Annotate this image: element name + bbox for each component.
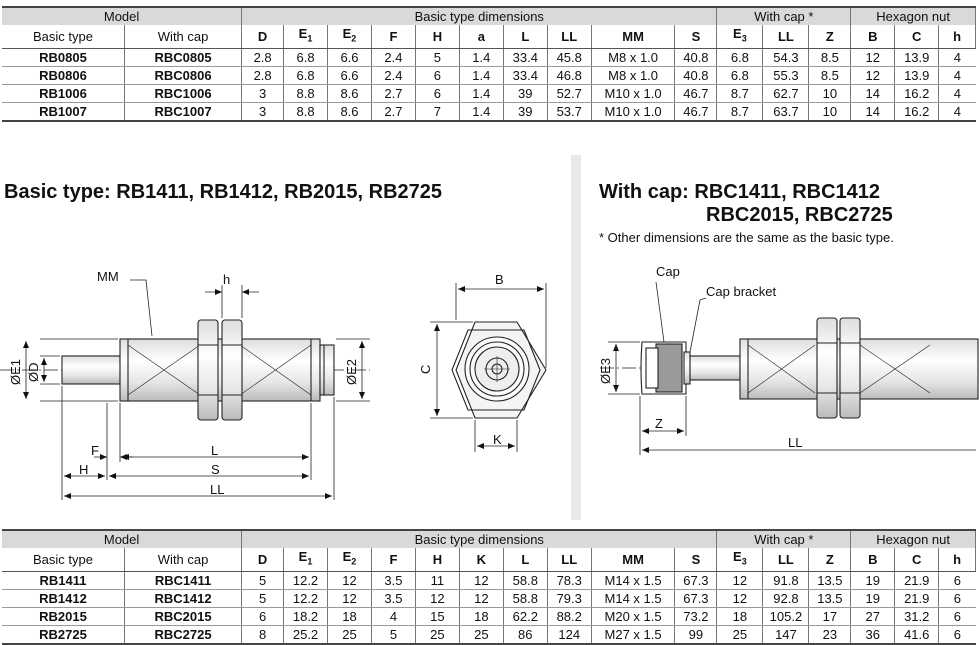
model-cell: RB0805 (2, 48, 124, 66)
column-header-subscript: 3 (741, 556, 747, 567)
column-header-label: E (298, 26, 308, 41)
value-cell: 92.8 (763, 589, 809, 607)
value-cell: 6 (939, 571, 976, 589)
label-e3: ØE3 (598, 357, 613, 384)
value-cell: 88.2 (547, 607, 591, 625)
label-e2: ØE2 (344, 358, 359, 385)
label-cap: Cap (656, 264, 680, 279)
column-header-label: LL (561, 551, 578, 567)
value-cell: 6.8 (284, 48, 328, 66)
value-cell: 8 (242, 625, 284, 644)
label-z: Z (655, 416, 663, 431)
value-cell: 13.9 (895, 48, 939, 66)
value-cell: 58.8 (503, 571, 547, 589)
value-cell: 12 (459, 571, 503, 589)
column-header-label: a (477, 28, 485, 44)
label-k: K (493, 432, 502, 447)
value-cell: 53.7 (547, 102, 591, 121)
column-header-label: h (953, 28, 962, 44)
value-cell: 1.4 (459, 102, 503, 121)
value-cell: 12 (717, 589, 763, 607)
value-cell: 40.8 (675, 48, 717, 66)
value-cell: 2.8 (242, 48, 284, 66)
group-header-hex-nut: Hexagon nut (851, 530, 976, 548)
value-cell: 25 (459, 625, 503, 644)
value-cell: 6 (939, 607, 976, 625)
column-header-label: Z (825, 28, 834, 44)
model-cell: RB1007 (2, 102, 124, 121)
value-cell: 18 (717, 607, 763, 625)
model-cell: RBC0805 (124, 48, 241, 66)
value-cell: 63.7 (763, 102, 809, 121)
label-cap-bracket: Cap bracket (706, 284, 777, 299)
model-cell: RBC1412 (124, 589, 241, 607)
value-cell: 46.8 (547, 66, 591, 84)
value-cell: 18 (328, 607, 372, 625)
value-cell: 12 (459, 589, 503, 607)
value-cell: 8.8 (284, 84, 328, 102)
column-header-label: C (912, 551, 922, 567)
model-cell: RB2015 (2, 607, 124, 625)
value-cell: 25 (415, 625, 459, 644)
value-cell: 18 (459, 607, 503, 625)
label-cap-ll: LL (788, 435, 803, 450)
model-cell: RB1006 (2, 84, 124, 102)
model-cell: RBC0806 (124, 66, 241, 84)
value-cell: 39 (503, 102, 547, 121)
column-header-subscript: 2 (351, 33, 357, 44)
value-cell: 5 (415, 48, 459, 66)
value-cell: 12.2 (284, 571, 328, 589)
column-header-label: E (298, 549, 308, 564)
value-cell: 6.8 (717, 48, 763, 66)
value-cell: 99 (675, 625, 717, 644)
value-cell: M10 x 1.0 (591, 102, 675, 121)
value-cell: 45.8 (547, 48, 591, 66)
value-cell: 2.4 (371, 66, 415, 84)
column-header-label: L (521, 28, 530, 44)
group-header-model: Model (2, 530, 242, 548)
value-cell: 2.7 (371, 84, 415, 102)
value-cell: 62.2 (503, 607, 547, 625)
column-header-label: B (868, 551, 878, 567)
value-cell: 13.5 (809, 589, 851, 607)
model-cell: RB2725 (2, 625, 124, 644)
column-header-label: Z (825, 551, 834, 567)
model-cell: RBC1007 (124, 102, 241, 121)
value-cell: 7 (415, 102, 459, 121)
column-header-label: E (342, 26, 352, 41)
value-cell: 1.4 (459, 84, 503, 102)
label-e1: ØE1 (8, 358, 23, 385)
column-header-label: S (691, 551, 701, 567)
column-header-label: h (953, 551, 962, 567)
column-header-label: LL (777, 28, 794, 44)
value-cell: 147 (763, 625, 809, 644)
value-cell: 25 (717, 625, 763, 644)
cap-note: * Other dimensions are the same as the basic type. (599, 230, 894, 245)
value-cell: 8.5 (809, 48, 851, 66)
value-cell: 18.2 (284, 607, 328, 625)
value-cell: 6.6 (328, 48, 372, 66)
value-cell: 10 (809, 84, 851, 102)
model-cell: RBC2015 (124, 607, 241, 625)
value-cell: M20 x 1.5 (591, 607, 675, 625)
value-cell: 2.7 (371, 102, 415, 121)
value-cell: 17 (809, 607, 851, 625)
value-cell: 46.7 (675, 102, 717, 121)
value-cell: 33.4 (503, 66, 547, 84)
group-header-with-cap: With cap * (717, 7, 851, 25)
value-cell: M27 x 1.5 (591, 625, 675, 644)
column-header-subscript: 1 (307, 556, 313, 567)
value-cell: 3 (242, 84, 284, 102)
value-cell: 8.8 (284, 102, 328, 121)
value-cell: 15 (415, 607, 459, 625)
value-cell: 6 (415, 66, 459, 84)
column-header-label: L (521, 551, 530, 567)
column-header-subscript: 3 (741, 33, 747, 44)
value-cell: 52.7 (547, 84, 591, 102)
column-header-label: E (342, 549, 352, 564)
cap-type-title-line2: RBC2015, RBC2725 (706, 204, 893, 226)
value-cell: M8 x 1.0 (591, 48, 675, 66)
model-header: With cap (124, 548, 241, 571)
model-header: With cap (124, 25, 241, 48)
value-cell: 19 (851, 571, 895, 589)
label-h-dim: H (79, 462, 89, 477)
label-h: h (223, 272, 231, 287)
value-cell: 4 (371, 607, 415, 625)
group-header-model: Model (2, 7, 242, 25)
value-cell: M10 x 1.0 (591, 84, 675, 102)
model-cell: RBC1006 (124, 84, 241, 102)
value-cell: 6 (939, 625, 976, 644)
value-cell: 8.5 (809, 66, 851, 84)
value-cell: 11 (415, 571, 459, 589)
value-cell: 12 (415, 589, 459, 607)
value-cell: 4 (939, 84, 976, 102)
value-cell: 5 (371, 625, 415, 644)
group-header-basic-dims: Basic type dimensions (242, 7, 717, 25)
value-cell: 6.6 (328, 66, 372, 84)
value-cell: 4 (939, 66, 976, 84)
column-header-label: MM (622, 28, 644, 44)
value-cell: 39 (503, 84, 547, 102)
label-f: F (91, 443, 99, 458)
column-header-label: H (432, 28, 443, 44)
column-header-label: F (389, 28, 398, 44)
value-cell: 62.7 (763, 84, 809, 102)
value-cell: 25.2 (284, 625, 328, 644)
value-cell: 3.5 (371, 589, 415, 607)
column-header-subscript: 1 (307, 33, 313, 44)
value-cell: 73.2 (675, 607, 717, 625)
value-cell: 13.5 (809, 571, 851, 589)
value-cell: M8 x 1.0 (591, 66, 675, 84)
value-cell: 41.6 (895, 625, 939, 644)
group-header-basic-dims: Basic type dimensions (242, 530, 717, 548)
value-cell: 4 (939, 102, 976, 121)
model-header: Basic type (2, 548, 124, 571)
value-cell: 27 (851, 607, 895, 625)
column-header-label: H (432, 551, 443, 567)
group-header-with-cap: With cap * (717, 530, 851, 548)
value-cell: 8.7 (717, 102, 763, 121)
column-header-label: F (389, 551, 398, 567)
value-cell: 12 (328, 571, 372, 589)
value-cell: 8.6 (328, 84, 372, 102)
basic-side-view (0, 320, 370, 420)
value-cell: 91.8 (763, 571, 809, 589)
basic-type-title: Basic type: RB1411, RB1412, RB2015, RB2725 (4, 181, 443, 203)
model-cell: RBC2725 (124, 625, 241, 644)
value-cell: 12 (851, 48, 895, 66)
value-cell: 19 (851, 589, 895, 607)
value-cell: 31.2 (895, 607, 939, 625)
value-cell: 3.5 (371, 571, 415, 589)
value-cell: 4 (939, 48, 976, 66)
column-header-label: E (733, 26, 742, 41)
value-cell: 86 (503, 625, 547, 644)
model-cell: RB1411 (2, 571, 124, 589)
column-header-label: K (476, 551, 487, 567)
column-header-label: LL (561, 28, 578, 44)
value-cell: 14 (851, 84, 895, 102)
value-cell: 3 (242, 102, 284, 121)
value-cell: 6 (242, 607, 284, 625)
value-cell: M14 x 1.5 (591, 589, 675, 607)
column-header-label: S (691, 28, 701, 44)
value-cell: 12 (328, 589, 372, 607)
value-cell: 1.4 (459, 48, 503, 66)
value-cell: 36 (851, 625, 895, 644)
value-cell: M14 x 1.5 (591, 571, 675, 589)
value-cell: 1.4 (459, 66, 503, 84)
value-cell: 105.2 (763, 607, 809, 625)
model-cell: RB1412 (2, 589, 124, 607)
value-cell: 8.7 (717, 84, 763, 102)
model-cell: RBC1411 (124, 571, 241, 589)
model-cell: RB0806 (2, 66, 124, 84)
column-header-subscript: 2 (351, 556, 357, 567)
value-cell: 10 (809, 102, 851, 121)
value-cell: 54.3 (763, 48, 809, 66)
label-d: ØD (26, 362, 41, 382)
value-cell: 5 (242, 571, 284, 589)
value-cell: 33.4 (503, 48, 547, 66)
value-cell: 12 (717, 571, 763, 589)
value-cell: 67.3 (675, 571, 717, 589)
value-cell: 16.2 (895, 102, 939, 121)
model-header: Basic type (2, 25, 124, 48)
value-cell: 21.9 (895, 589, 939, 607)
value-cell: 8.6 (328, 102, 372, 121)
cap-type-title-line1: With cap: RBC1411, RBC1412 (599, 181, 881, 203)
column-header-label: MM (622, 551, 644, 567)
cap-side-view (600, 318, 978, 418)
value-cell: 12 (851, 66, 895, 84)
value-cell: 79.3 (547, 589, 591, 607)
value-cell: 13.9 (895, 66, 939, 84)
value-cell: 23 (809, 625, 851, 644)
column-header-label: E (733, 549, 742, 564)
label-s: S (211, 462, 220, 477)
value-cell: 14 (851, 102, 895, 121)
label-mm: MM (97, 269, 119, 284)
column-header-label: D (257, 551, 268, 567)
basic-front-view (452, 322, 546, 418)
value-cell: 25 (328, 625, 372, 644)
value-cell: 2.4 (371, 48, 415, 66)
value-cell: 67.3 (675, 589, 717, 607)
label-l: L (211, 443, 219, 458)
column-header-label: D (257, 28, 268, 44)
column-header-label: LL (777, 551, 794, 567)
value-cell: 124 (547, 625, 591, 644)
column-header-label: B (868, 28, 878, 44)
value-cell: 12.2 (284, 589, 328, 607)
value-cell: 6.8 (284, 66, 328, 84)
value-cell: 55.3 (763, 66, 809, 84)
value-cell: 46.7 (675, 84, 717, 102)
value-cell: 16.2 (895, 84, 939, 102)
value-cell: 21.9 (895, 571, 939, 589)
label-ll: LL (210, 482, 225, 497)
value-cell: 6 (415, 84, 459, 102)
column-header-label: C (912, 28, 922, 44)
value-cell: 2.8 (242, 66, 284, 84)
group-header-hex-nut: Hexagon nut (851, 7, 976, 25)
value-cell: 40.8 (675, 66, 717, 84)
value-cell: 6.8 (717, 66, 763, 84)
label-b: B (495, 272, 504, 287)
value-cell: 5 (242, 589, 284, 607)
value-cell: 78.3 (547, 571, 591, 589)
label-c: C (418, 364, 433, 374)
value-cell: 58.8 (503, 589, 547, 607)
value-cell: 6 (939, 589, 976, 607)
